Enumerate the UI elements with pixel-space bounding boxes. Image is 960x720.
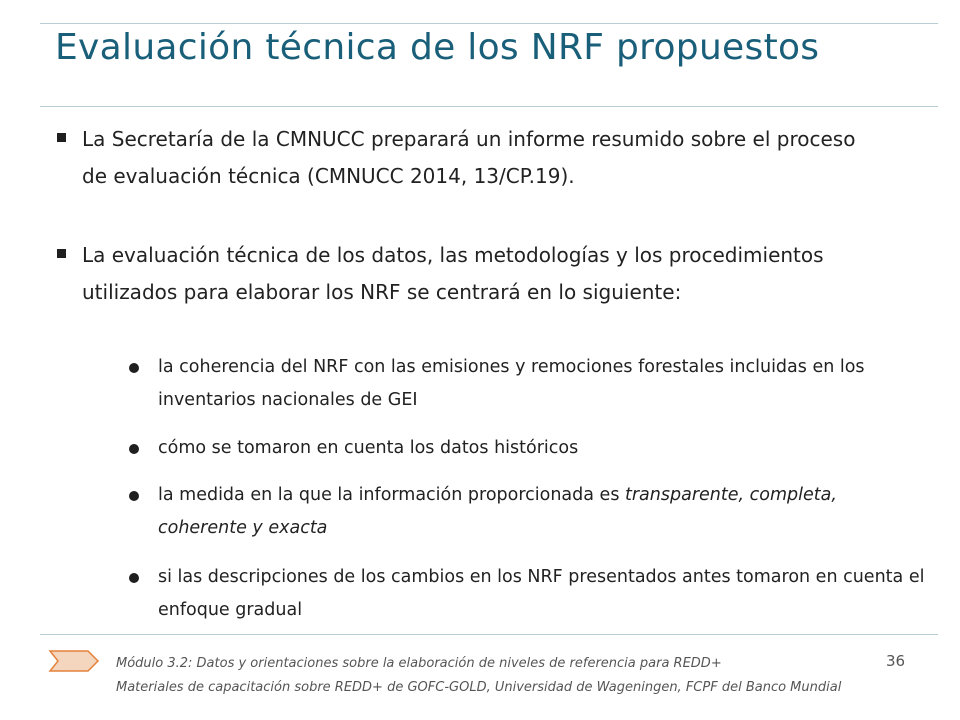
sub-bullet-emphasis: transparente, completa, coherente y exacta xyxy=(158,485,837,538)
top-divider xyxy=(40,23,938,24)
sub-bullet-text: cómo se tomaron en cuenta los datos históricos xyxy=(158,438,579,458)
bullet-item xyxy=(82,121,872,195)
footer-credits-text: Materiales de capacitación sobre REDD+ de GOFC-GOLD, Universidad de Wageningen, FCPF del Banco Mundial xyxy=(116,680,842,695)
bullet-item xyxy=(82,237,872,311)
page-number: 36 xyxy=(886,652,906,670)
square-bullet-icon xyxy=(57,249,66,258)
sub-bullet-item xyxy=(158,351,928,417)
sub-bullet-text: la coherencia del NRF con las emisiones y remociones forestales incluidas en los inventarios nacionales de GEI xyxy=(158,357,865,410)
bullet-text: La evaluación técnica de los datos, las metodologías y los procedimientos utilizados para elaborar los NRF se centrará en lo siguiente: xyxy=(82,243,824,304)
title-divider xyxy=(40,106,938,107)
sub-bullet-text: si las descripciones de los cambios en los NRF presentados antes tomaron en cuenta el enfoque gradual xyxy=(158,567,925,620)
footer-module-text: Módulo 3.2: Datos y orientaciones sobre la elaboración de niveles de referencia para REDD+ xyxy=(116,656,722,671)
slide-title: Evaluación técnica de los NRF propuestos xyxy=(55,27,820,68)
bullet-text: La Secretaría de la CMNUCC preparará un informe resumido sobre el proceso de evaluación técnica (CMNUCC 2014, 13/CP.19). xyxy=(82,127,856,188)
round-bullet-icon xyxy=(129,444,139,454)
sub-bullet-text: la medida en la que la información proporcionada es xyxy=(158,485,625,505)
chevron-arrow-icon xyxy=(48,648,100,674)
round-bullet-icon xyxy=(129,573,139,583)
sub-bullet-item xyxy=(158,479,928,545)
square-bullet-icon xyxy=(57,133,66,142)
round-bullet-icon xyxy=(129,363,139,373)
sub-bullet-item xyxy=(158,432,928,465)
sub-bullet-item xyxy=(158,561,928,627)
footer-divider xyxy=(40,634,938,635)
round-bullet-icon xyxy=(129,491,139,501)
